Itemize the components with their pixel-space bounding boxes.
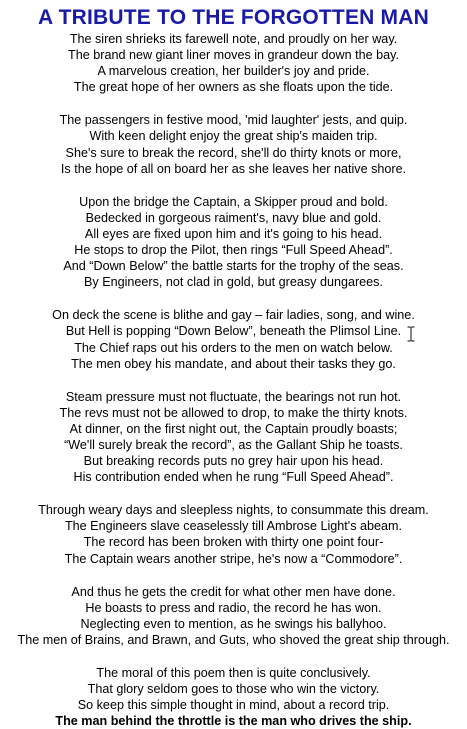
poem-line: The men of Brains, and Brawn, and Guts, who shoved the great ship through. <box>17 632 450 647</box>
poem-line: Through weary days and sleepless nights, to consummate this dream. <box>38 503 429 518</box>
poem-line: The Chief raps out his orders to the men on watch below. <box>74 340 393 355</box>
poem-line: At dinner, on the first night out, the Captain proudly boasts; <box>69 421 398 436</box>
stanza <box>0 584 467 648</box>
poem-line: The Captain wears another stripe, he's now a “Commodore”. <box>64 551 403 566</box>
poem-closing-line: The man behind the throttle is the man who drives the ship. <box>55 714 412 729</box>
poem-line: Is the hope of all on board her as she leaves her native shore. <box>60 161 407 176</box>
stanza <box>0 502 467 566</box>
poem-body <box>0 31 467 729</box>
poem-line: She's sure to break the record, she'll do thirty knots or more, <box>65 145 402 160</box>
poem-line: His contribution ended when he rung “Full Speed Ahead”. <box>73 470 394 485</box>
poem-line: The moral of this poem then is quite conclusively. <box>96 666 371 680</box>
poem-line: The record has been broken with thirty one point four- <box>83 535 384 550</box>
poem-line: He boasts to press and radio, the record he has won. <box>85 600 382 615</box>
stanza <box>0 112 467 176</box>
poem-line: But breaking records puts no grey hair upon his head. <box>83 454 384 469</box>
poem-line: The passengers in festive mood, 'mid laughter' jests, and quip. <box>59 113 408 128</box>
stanza <box>0 389 467 486</box>
stanza <box>0 31 467 95</box>
poem-line: Bedecked in gorgeous raiment's, navy blue and gold. <box>85 210 382 225</box>
poem-line: The brand new giant liner moves in grandeur down the bay. <box>68 48 399 63</box>
poem-line: All eyes are fixed upon him and it's going to his head. <box>84 226 383 241</box>
stanza <box>0 194 467 291</box>
poem-line: And thus he gets the credit for what other men have done. <box>71 584 396 599</box>
poem-line: So keep this simple thought in mind, about a record trip. <box>77 698 390 713</box>
poem-line: A marvelous creation, her builder's joy and pride. <box>97 64 370 79</box>
poem-title: A TRIBUTE TO THE FORGOTTEN MAN <box>38 6 429 29</box>
poem-line: Steam pressure must not fluctuate, the bearings not run hot. <box>65 389 402 404</box>
poem-line: By Engineers, not clad in gold, but greasy dungarees. <box>84 275 383 290</box>
poem-line: But Hell is popping “Down Below”, beneath the Plimsol Line. <box>65 324 402 339</box>
poem-line: Upon the bridge the Captain, a Skipper proud and bold. <box>79 194 388 209</box>
poem-line: The men obey his mandate, and about their tasks they go. <box>71 356 396 371</box>
poem-line: “We'll surely break the record”, as the Gallant Ship he toasts. <box>64 437 403 452</box>
poem-line: With keen delight enjoy the great ship's maiden trip. <box>89 129 378 144</box>
poem-line: The siren shrieks its farewell note, and proudly on her way. <box>69 32 398 46</box>
poem-line: On deck the scene is blithe and gay – fair ladies, song, and wine. <box>52 308 415 323</box>
poem-line: He stops to drop the Pilot, then rings “Full Speed Ahead”. <box>74 243 393 258</box>
text-cursor-icon <box>406 326 416 342</box>
poem-line: The great hope of her owners as she floats upon the tide. <box>73 80 394 95</box>
poem-line: That glory seldom goes to those who win the victory. <box>87 682 380 697</box>
stanza <box>0 307 467 371</box>
poem-line: The Engineers slave ceaselessly till Ambrose Light's abeam. <box>64 519 402 534</box>
poem-line: Neglecting even to mention, as he swings his ballyhoo. <box>80 616 387 631</box>
stanza <box>0 665 467 729</box>
poem-line: The revs must not be allowed to drop, to make the thirty knots. <box>59 405 408 420</box>
poem-line: And “Down Below” the battle starts for the trophy of the seas. <box>63 259 404 274</box>
